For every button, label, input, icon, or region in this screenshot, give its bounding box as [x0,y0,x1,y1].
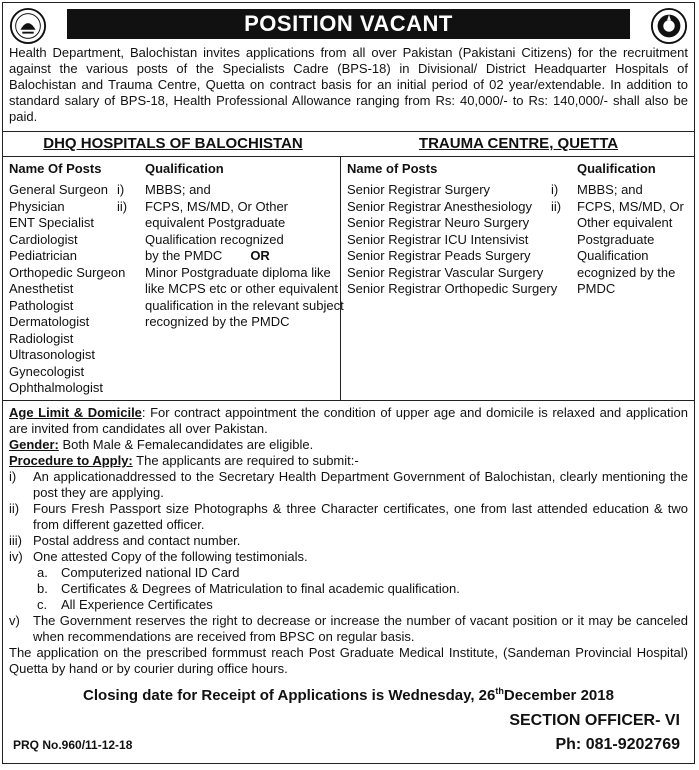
qualification-line: Other equivalent [577,215,673,230]
list-item: Senior Registrar ICU Intensivist [347,231,529,247]
trauma-centre-heading: TRAUMA CENTRE, QUETTA [418,135,619,152]
list-item: Dermatologist [9,314,90,329]
closing-date: Closing date for Receipt of Applications is Wednesday, 26thDecember 2018 [83,686,614,704]
dhq-qualification-text [145,182,344,331]
age-domicile-label: Age Limit & Domicile [9,405,142,420]
list-item: Pediatrician [9,248,77,263]
list-item: Physician [9,198,65,214]
dhq-posts-list [9,182,128,397]
procedure-item: i) An applicationaddressed to the Secretary Health Department Government of Balochistan, clearly mentioning the post they are applying. [9,469,688,500]
list-item: Ultrasonologist [9,347,95,362]
age-domicile-text: : For contract appointment the condition of upper age and domicile is relaxed and application are invited from candidates all over Pakistan. [9,405,688,436]
procedure-paragraph [9,453,688,469]
qualification-line: MBBS; and [145,182,211,197]
gender-label: Gender: [9,437,59,452]
advertisement-page [2,2,695,764]
qualification-line: ecognized by the [577,264,676,280]
list-item: Senior Registrar Vascular Surgery [347,264,544,280]
posts-table [3,156,694,401]
list-item: Senior Registrar Surgery [347,182,491,197]
qualification-line: like MCPS etc or other equivalent [145,281,338,296]
list-item: Anesthetist [9,281,74,296]
section-officer: SECTION OFFICER- VI [509,712,680,729]
terms-section [3,401,694,704]
list-item: Senior Registrar Peads Surgery [347,248,531,263]
signature-block [509,709,680,757]
procedure-text: The applicants are required to submit:- [132,453,359,468]
list-item: Ophthalmologist [9,380,103,395]
trauma-posts-list [347,182,557,298]
right-posts-header: Name of Posts [347,161,438,176]
list-item: ENT Specialist [9,215,95,230]
header [3,3,694,47]
qualification-line: MBBS; and [577,182,643,197]
procedure-item: iii) Postal address and contact number. [9,533,241,548]
qualification-line: Postgraduate [577,231,655,247]
dhq-qualification-numbers [117,182,127,215]
qualification-number: ii) [551,198,562,214]
trauma-qualification-text [577,182,684,298]
gender-text: Both Male & Femalecandidates are eligible. [58,437,314,452]
procedure-item: iv) One attested Copy of the following testimonials. [9,549,308,564]
qualification-line: FCPS, MS/MD, Or [577,198,684,214]
testimonial-item: c. All Experience Certificates [37,597,213,612]
list-item: General Surgeon [9,182,109,197]
list-item: Senior Registrar Anesthesiology [347,198,532,214]
qualification-line: qualification in the relevant subject [145,297,344,313]
page-title: POSITION VACANT [67,9,630,39]
qualification-line: recognized by the PMDC [145,314,290,329]
testimonial-item: b. Certificates & Degrees of Matriculation to final academic qualification. [37,581,460,596]
left-posts-header: Name Of Posts [9,161,102,176]
government-seal-icon [650,7,688,45]
procedure-item: v) The Government reserves the right to decrease or increase the number of vacant position or it may be canceled when recommendations are received from BPSC on regular basis. [9,613,688,644]
qualification-line: Minor Postgraduate diploma like [145,264,331,280]
balochistan-emblem-icon [9,7,47,45]
trauma-qualification-numbers [551,182,561,215]
list-item: Senior Registrar Neuro Surgery [347,215,530,230]
list-item: Senior Registrar Orthopedic Surgery [347,281,558,296]
application-note: The application on the prescribed formmust reach Post Graduate Medical Institute, (Sandeman Provincial Hospital) Quetta by hand or by courier during office hours. [9,645,688,676]
qualification-line [145,248,344,265]
or-label: OR [250,248,270,263]
list-item: Orthopedic Surgeon [9,264,126,280]
prq-number: PRQ No.960/11-12-18 [13,738,133,752]
dhq-heading: DHQ HOSPITALS OF BALOCHISTAN [43,135,303,152]
procedure-item: ii) Fours Fresh Passport size Photographs & three Character certificates, one from last attended education & two from different gazetted officer. [9,501,688,532]
intro-paragraph: Health Department, Balochistan invites applications from all over Pakistan (Pakistani Citizens) for the recruitment against the various posts of the Specialists Cadre (BPS-18) in Divisional/ District Headquarter Hospitals of Balochistan and Trauma Centre, Quetta on contract basis for an initial period of 02 year/extendable. In addition to standard salary of BPS-18, Health Professional Allowance ranging from Rs: 40,000/- to Rs: 140,000/- shall also be paid. [9,45,688,124]
testimonial-item: a. Computerized national ID Card [37,565,240,580]
qualification-line: equivalent Postgraduate [145,215,286,230]
qualification-line: Qualification recognized [145,231,284,247]
qualification-line: FCPS, MS/MD, Or Other [145,198,289,214]
procedure-label: Procedure to Apply: [9,453,133,468]
qualification-line: PMDC [577,281,616,296]
section-headings [3,132,694,156]
list-item: Radiologist [9,330,74,346]
qualification-number: i) [117,182,125,197]
list-item: Cardiologist [9,231,78,247]
right-qualification-header: Qualification [577,161,656,176]
age-domicile-paragraph [9,405,688,437]
list-item: Pathologist [9,297,74,313]
qualification-line-text: by the PMDC [145,248,223,263]
phone-number: Ph: 081-9202769 [555,736,680,753]
list-item: Gynecologist [9,363,85,379]
left-qualification-header: Qualification [145,161,224,176]
qualification-number: ii) [117,198,128,214]
qualification-number: i) [551,182,559,197]
qualification-line: Qualification [577,248,649,263]
gender-paragraph [9,437,688,453]
